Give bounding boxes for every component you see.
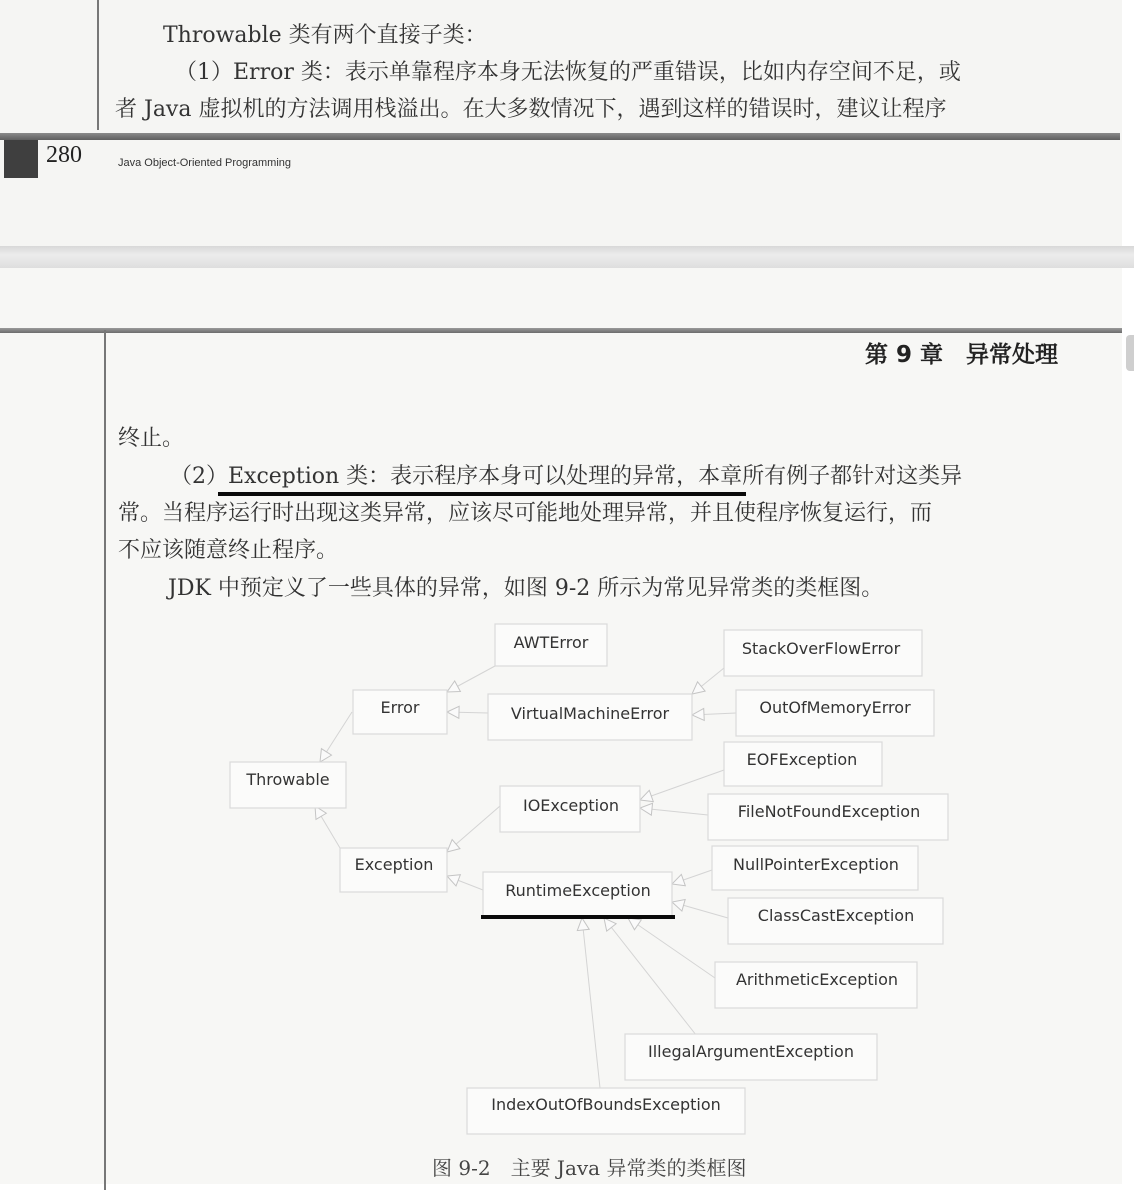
page-number: 280 <box>46 142 82 168</box>
inheritance-arrow <box>692 668 724 694</box>
class-label: FileNotFoundException <box>737 802 921 821</box>
class-label: ClassCastException <box>757 906 915 925</box>
class-label: Throwable <box>246 770 330 789</box>
paragraph-line: （2）Exception 类：表示程序本身可以处理的异常，本章所有例子都针对这类异 <box>170 464 963 489</box>
class-label: AWTError <box>513 633 589 652</box>
inheritance-arrow <box>447 712 488 713</box>
paragraph-line: 者 Java 虚拟机的方法调用栈溢出。在大多数情况下，遇到这样的错误时，建议让程序 <box>115 97 947 122</box>
class-label: Error <box>380 698 420 717</box>
inheritance-arrow <box>628 918 715 978</box>
paragraph-line: 常。当程序运行时出现这类异常，应该尽可能地处理异常，并且使程序恢复运行，而 <box>118 501 933 526</box>
inheritance-arrow <box>640 808 708 815</box>
class-label: Exception <box>354 855 434 874</box>
inheritance-arrow <box>447 666 495 692</box>
class-label: EOFException <box>746 750 858 769</box>
paragraph-line: 不应该随意终止程序。 <box>118 538 339 563</box>
paragraph-line: （1）Error 类：表示单靠程序本身无法恢复的严重错误，比如内存空间不足，或 <box>175 60 961 85</box>
inheritance-arrow <box>315 806 340 848</box>
class-label: NullPointerException <box>733 855 899 874</box>
paragraph-line: Throwable 类有两个直接子类： <box>163 23 487 48</box>
class-label: ArithmeticException <box>735 970 899 989</box>
inheritance-arrow <box>672 870 712 884</box>
paragraph-line: 终止。 <box>118 426 185 451</box>
inheritance-arrow <box>447 876 483 890</box>
class-label: VirtualMachineError <box>510 704 670 723</box>
inheritance-arrow <box>582 918 600 1088</box>
class-label: IndexOutOfBoundsException <box>491 1095 721 1114</box>
handwritten-underline <box>481 915 675 919</box>
inheritance-arrow <box>320 712 352 762</box>
class-label: StackOverFlowError <box>741 639 901 658</box>
inheritance-arrow <box>672 902 728 918</box>
class-label: IllegalArgumentException <box>648 1042 854 1061</box>
chapter-heading: 第 9 章 异常处理 <box>864 342 1058 368</box>
inheritance-arrow <box>447 806 500 852</box>
paragraph-line: JDK 中预定义了一些具体的异常，如图 9-2 所示为常见异常类的类框图。 <box>168 576 884 601</box>
inheritance-arrow <box>604 918 700 1040</box>
class-label: IOException <box>522 796 620 815</box>
class-label: OutOfMemoryError <box>759 698 911 717</box>
figure-caption: 图 9-2 主要 Java 异常类的类框图 <box>432 1156 747 1180</box>
inheritance-arrow <box>692 713 736 715</box>
running-title: Java Object-Oriented Programming <box>118 157 292 169</box>
class-label: RuntimeException <box>505 881 651 900</box>
